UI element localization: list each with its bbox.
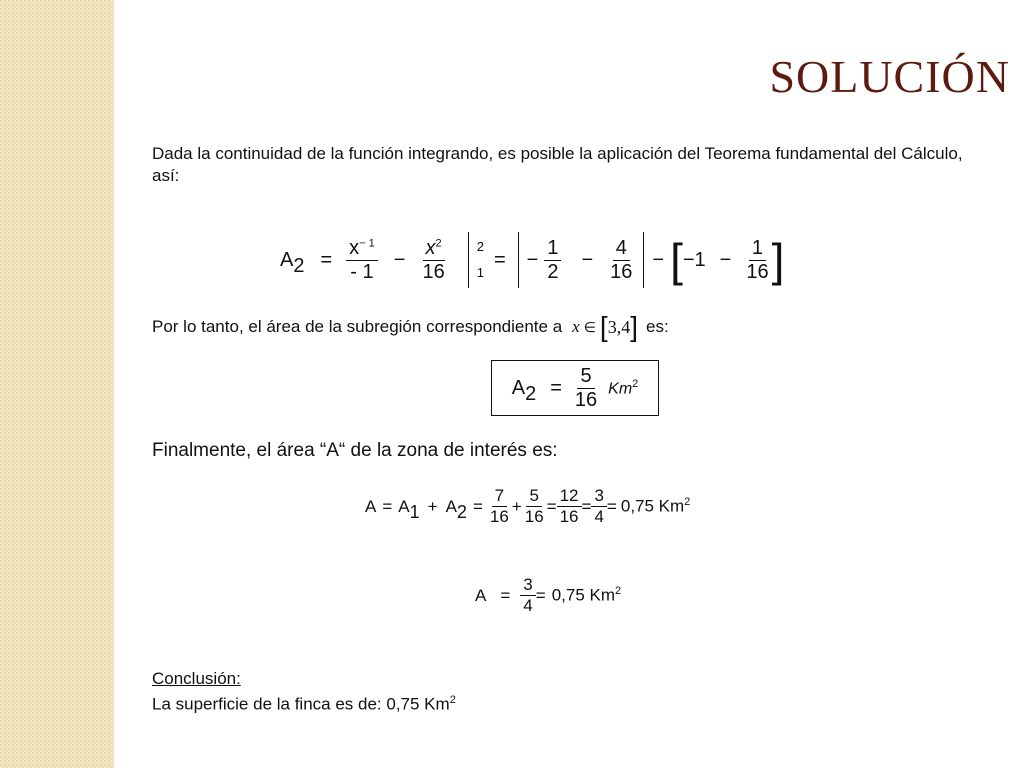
eq1-term2: $\frac{x^2}{16}$ <box>422 236 445 283</box>
eval-bar <box>468 232 469 288</box>
integral-evaluation: $A_2$ = $\frac{x^{- 1}}{- 1}$ − $\frac{x^2}{16}$ 2 1 = − $\frac{1}{2}$ − $\frac{4}{16}$ − [ −1 − $\frac{1}{16}$ ] <box>280 234 785 286</box>
eq1-g1: $\frac{1}{2}$ <box>544 237 561 284</box>
eval-limits: 2 1 <box>476 239 484 280</box>
bracket-left: [ <box>670 234 683 286</box>
eq1-lhs: $A_2$ <box>280 248 305 277</box>
eq1-minus: − <box>393 248 406 271</box>
simplified-area-equation: A = $\frac{3}{4}$ = 0,75 Km$^2$ <box>475 575 622 615</box>
result-box: $A_2$ = $\frac{5}{16}$ Km$^2$ <box>491 360 659 416</box>
bracket-right: ] <box>771 234 785 286</box>
abs-bar-right <box>643 232 644 288</box>
decorative-sidebar <box>0 0 112 768</box>
conclusion-heading: Conclusión: <box>152 669 241 688</box>
subregion-sentence: Por lo tanto, el área de la subregión correspondiente a x ∈ [ 3,4 ] es: <box>152 311 669 342</box>
eq1-equals: = <box>320 248 333 271</box>
eq1-g3-whole: −1 <box>682 248 706 271</box>
eq1-g3: $\frac{1}{16}$ <box>746 236 769 283</box>
final-sentence: Finalmente, el área “A“ de la zona de interés es: <box>152 440 558 461</box>
eq1-equals-2: = <box>493 248 506 271</box>
eq1-g2: $\frac{4}{16}$ <box>610 236 633 283</box>
abs-bar-left <box>518 232 519 288</box>
sidebar-divider <box>112 0 114 768</box>
slide-title: SOLUCIÓN <box>769 51 1010 102</box>
intro-paragraph: Dada la continuidad de la función integrando, es posible la aplicación del Teorema fundamental del Cálculo, así: <box>152 144 963 185</box>
conclusion-text: La superficie de la finca es de: 0,75 Km$^2$ <box>152 694 456 714</box>
eq1-term1: $\frac{x^{- 1}}{- 1}$ <box>346 237 378 284</box>
total-area-equation: A = $A_1$ + $A_2$ = $\frac{7}{16}$ + $\frac{5}{16}$ = $\frac{12}{16}$ = $\frac{3}{4}$ = 0,75 Km$^2$ <box>365 486 691 526</box>
